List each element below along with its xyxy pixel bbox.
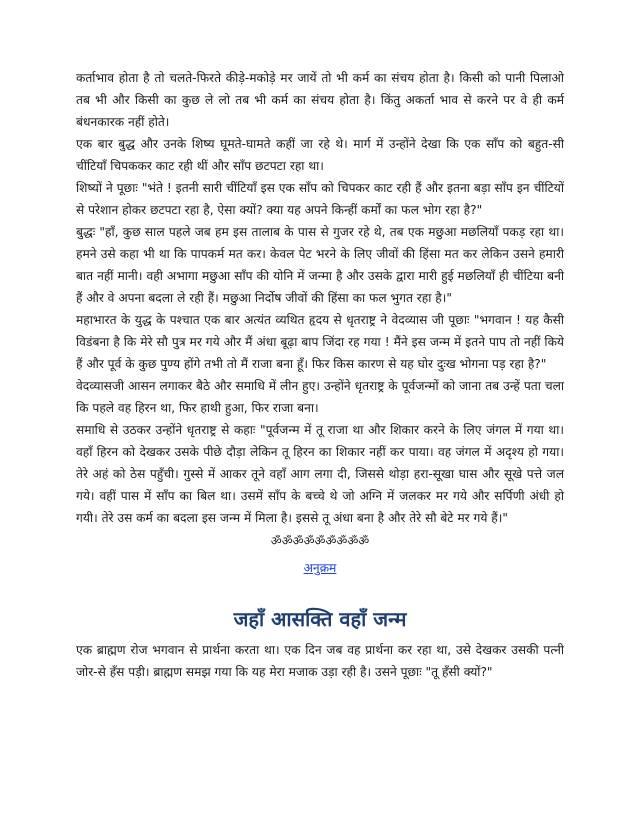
section-heading: जहाँ आसक्ति वहाँ जन्म	[233, 607, 407, 631]
om-divider: ॐॐॐॐॐॐॐॐॐ	[270, 534, 370, 548]
paragraph-brahmin: एक ब्राह्मण रोज भगवान से प्रार्थना करता था। एक दिन जब वह प्रार्थना कर रहा था, उसे देखकर उसकी पत्नी जोर-से हँस पड़ी। ब्राह्मण समझ गया कि यह मेरा मजाक उड़ा रही है। उसने पूछाः "तू हँसी क्यों?"	[76, 643, 564, 679]
paragraph-karta-bhav: कर्ताभाव होता है तो चलते-फिरते कीड़े-मकोड़े मर जायें तो भी कर्म का संचय होता है। किसी को पानी पिलाओ तब भी और किसी का कुछ ले लो तब भी कर्म का संचय होता है। किंतु अकर्ता भाव से करने पर वे ही कर्म बंधनकारक नहीं होते।	[76, 71, 564, 129]
paragraph-disciples-question: शिष्यों ने पूछाः "भंते ! इतनी सारी चींटियाँ इस एक साँप को चिपकर काट रही हैं और इतना बड़ा साँप इन चींटियों से परेशान होकर छटपटा रहा है, ऐसा क्यों? क्या यह अपने किन्हीं कर्मों का फल भोग रहा है?"	[76, 181, 564, 217]
paragraph-buddha-answer: बुद्धः "हाँ, कुछ साल पहले जब हम इस तालाब के पास से गुजर रहे थे, तब एक मछुआ मछलियाँ पकड़ रहा था। हमने उसे कहा भी था कि पापकर्म मत कर। केवल पेट भरने के लिए जीवों की हिंसा मत कर लेकिन उसने हमारी बात नहीं मानी। वही अभागा मछुआ साँप की योनि में जन्मा है और उसके द्वारा मारी हुई मछलियाँ ही चींटिया बनी हैं और वे अपना बदला ले रही हैं। मछुआ निर्दोष जीवों की हिंसा का फल भुगत रहा है।"	[76, 225, 564, 305]
document-page	[76, 67, 564, 683]
anukram-link-row	[76, 556, 564, 579]
paragraph-dhritarashtra-question: महाभारत के युद्ध के पश्चात एक बार अत्यंत व्यथित हृदय से धृतराष्ट्र ने वेदव्यास जी पूछाः "भगवान ! यह कैसी विडंबना है कि मेरे सौ पुत्र मर गये और मैं अंधा बूढ़ा बाप जिंदा रह गया ! मैंने इस जन्म में इतने पाप तो नहीं किये हैं और पूर्व के कुछ पुण्य होंगे तभी तो मैं राजा बना हूँ। फिर किस कारण से यह घोर दुःख भोगना पड़ रहा है?"	[76, 313, 564, 371]
paragraph-vedvyas-answer: समाधि से उठकर उन्होंने धृतराष्ट्र से कहाः "पूर्वजन्म में तू राजा था और शिकार करने के लिए जंगल में गया था। वहाँ हिरन को देखकर उसके पीछे दौड़ा लेकिन तू हिरन का शिकार नहीं कर पाया। वह जंगल में अदृश्य हो गया। तेरे अहं को ठेस पहुँची। गुस्से में आकर तूने वहाँ आग लगा दी, जिससे थोड़ा हरा-सूखा घास और सूखे पत्ते जल गये। वहीं पास में साँप का बिल था। उसमें साँप के बच्चे थे जो अग्नि में जलकर मर गये और सर्पिणी अंधी हो गयी। तेरे उस कर्म का बदला इस जन्म में मिला है। इससे तू अंधा बना है और तेरे सौ बेटे मर गये हैं।"	[76, 423, 564, 525]
paragraph-vedvyas-samadhi: वेदव्यासजी आसन लगाकर बैठे और समाधि में लीन हुए। उन्होंने धृतराष्ट्र के पूर्वजन्मों को जाना तब उन्हें पता चला कि पहले वह हिरन था, फिर हाथी हुआ, फिर राजा बना।	[76, 379, 564, 415]
paragraph-buddha-snake: एक बार बुद्ध और उनके शिष्य घूमते-घामते कहीं जा रहे थे। मार्ग में उन्होंने देखा कि एक साँप को बहुत-सी चींटियाँ चिपककर काट रही थीं और साँप छटपटा रहा था।	[76, 137, 564, 173]
anukram-link[interactable]: अनुक्रम	[303, 561, 337, 575]
